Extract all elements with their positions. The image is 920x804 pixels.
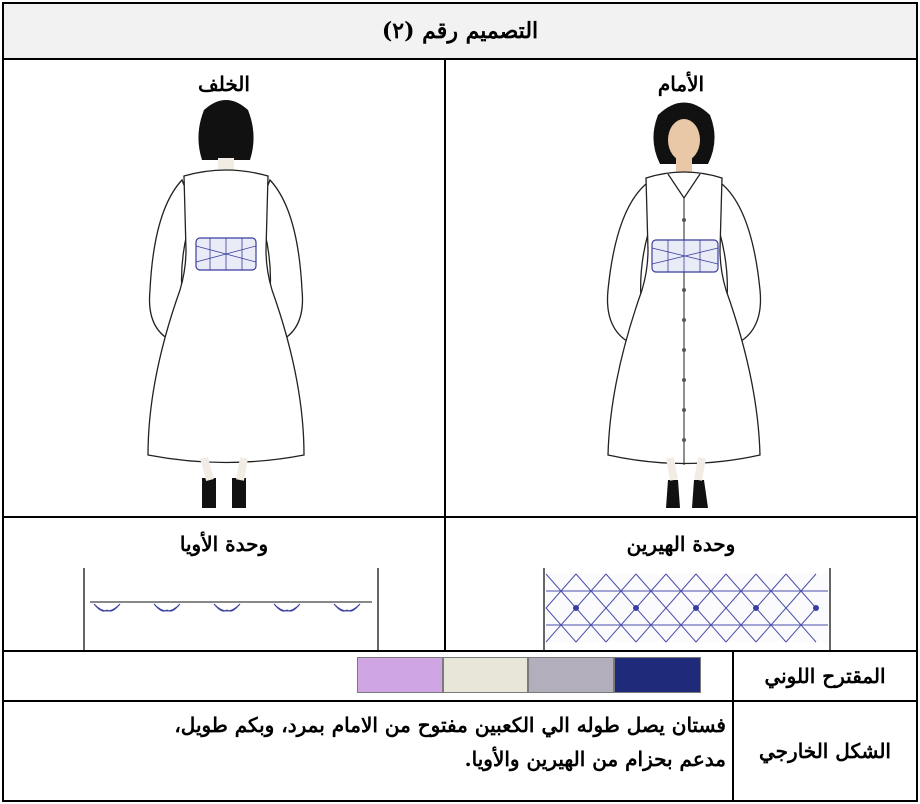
- front-view-label: الأمام: [657, 72, 705, 96]
- herringbone-unit-cell: [444, 516, 918, 652]
- aweya-unit-cell: [2, 516, 446, 652]
- silhouette-line-1: فستان يصل طوله الي الكعبين مفتوح من الامام بمرد، وبكم طويل،: [174, 713, 726, 737]
- front-view-illustration: [446, 60, 920, 520]
- back-view-cell: [2, 58, 446, 518]
- silhouette-label: الشكل الخارجي: [732, 700, 918, 802]
- sheet-title: التصميم رقم (٢): [2, 2, 918, 60]
- color-swatch-gray: [528, 657, 614, 693]
- silhouette-description-cell: [2, 700, 734, 802]
- color-swatch-navy: [614, 657, 701, 693]
- aweya-unit-label: وحدة الأويا: [179, 532, 269, 556]
- color-swatch-cream: [443, 657, 528, 693]
- color-suggestion-label: المقترح اللوني: [732, 650, 918, 702]
- back-view-illustration: [4, 60, 448, 520]
- back-view-label: الخلف: [198, 72, 250, 96]
- silhouette-line-2: مدعم بحزام من الهيرين والأويا.: [464, 747, 726, 771]
- front-view-cell: [444, 58, 918, 518]
- color-swatch-lilac: [357, 657, 443, 693]
- herringbone-unit-illustration: [446, 518, 920, 654]
- herringbone-unit-label: وحدة الهيرين: [626, 532, 736, 556]
- aweya-unit-illustration: [4, 518, 448, 654]
